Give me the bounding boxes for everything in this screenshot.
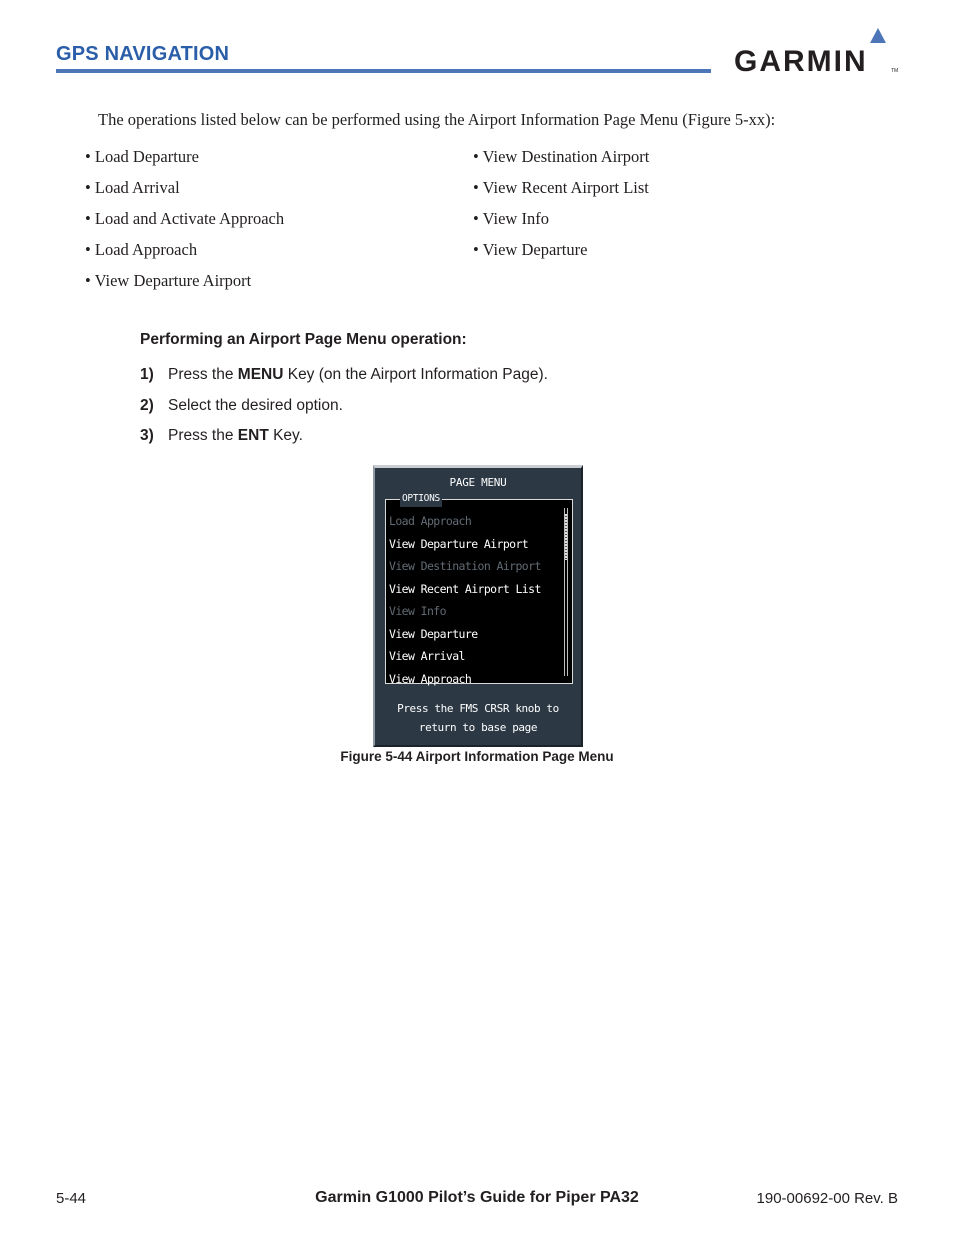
menu-item-view-departure[interactable]: View Departure	[389, 626, 478, 641]
step-text: Key (on the Airport Information Page).	[283, 366, 548, 383]
step-item	[140, 395, 548, 426]
document-number: 190-00692-00 Rev. B	[756, 1190, 898, 1207]
page-menu-screenshot	[373, 465, 583, 747]
options-list	[389, 510, 541, 690]
page-number: 5-44	[56, 1190, 87, 1207]
list-item: • Load Approach	[85, 240, 198, 259]
operations-list-left	[85, 146, 284, 301]
page-menu-hint	[375, 699, 581, 737]
page-menu-title: PAGE MENU	[449, 476, 507, 489]
options-window	[385, 493, 573, 686]
garmin-delta-icon	[870, 28, 886, 43]
step-text: Press the	[168, 366, 238, 383]
list-item: • View Destination Airport	[473, 147, 650, 166]
menu-item-view-departure-airport[interactable]: View Departure Airport	[389, 536, 529, 551]
step-text: Select the desired option.	[168, 396, 343, 414]
step-item	[140, 364, 548, 395]
garmin-logo	[733, 26, 903, 76]
procedure-steps	[140, 364, 548, 456]
list-item: • Load Departure	[85, 147, 199, 166]
menu-item-view-approach[interactable]: View Approach	[389, 671, 472, 686]
list-item: • View Departure	[473, 240, 588, 259]
hint-line: return to base page	[418, 721, 538, 734]
figure-caption: Figure 5-44 Airport Information Page Menu	[340, 749, 614, 764]
options-label: OPTIONS	[400, 492, 442, 507]
step-item	[140, 425, 548, 456]
intro-paragraph: The operations listed below can be performed using the Airport Information Page Menu (Figure 5-xx):	[98, 110, 776, 129]
procedure-title: Performing an Airport Page Menu operation:	[140, 331, 467, 348]
menu-item-view-arrival[interactable]: View Arrival	[389, 649, 465, 663]
step-text: Press the	[168, 427, 238, 444]
menu-item-load-approach[interactable]: Load Approach	[389, 514, 472, 528]
list-item: • View Departure Airport	[85, 271, 252, 290]
menu-item-view-info[interactable]: View Info	[389, 604, 446, 618]
list-item: • Load Arrival	[85, 178, 180, 197]
list-item: • View Recent Airport List	[473, 178, 649, 197]
step-number: 3)	[140, 427, 154, 444]
scrollbar-thumb[interactable]	[565, 514, 567, 560]
header-rule	[56, 69, 711, 73]
step-number: 2)	[140, 396, 154, 414]
section-title: GPS NAVIGATION	[56, 43, 230, 65]
step-text: Key.	[268, 427, 303, 444]
hint-line: Press the FMS CRSR knob to	[397, 702, 559, 715]
step-key: MENU	[237, 366, 284, 383]
logo-tm: TM	[891, 68, 899, 74]
menu-item-view-destination-airport[interactable]: View Destination Airport	[389, 559, 541, 573]
list-item: • Load and Activate Approach	[85, 209, 285, 228]
options-scrollbar[interactable]	[564, 508, 568, 676]
menu-item-view-recent-airport-list[interactable]: View Recent Airport List	[389, 581, 541, 596]
step-key: ENT	[237, 427, 269, 444]
footer-title: Garmin G1000 Pilot’s Guide for Piper PA32	[315, 1189, 639, 1206]
step-number: 1)	[140, 366, 154, 383]
logo-text: GARMIN	[734, 45, 868, 76]
list-item: • View Info	[473, 209, 549, 228]
operations-list-right	[473, 146, 649, 270]
